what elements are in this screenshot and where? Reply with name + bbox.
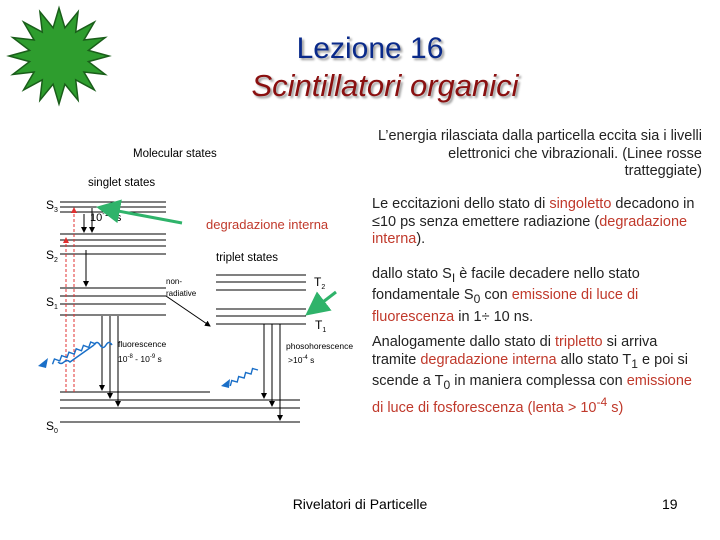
level-s1-label: $S_1$: [46, 295, 58, 311]
paragraph-triplet: Analogamente dallo stato di tripletto si arriva tramite degradazione interna allo stato $T_1$ e poi si scende a $T_0$ in maniera complessa con emissione di luce di fosforescenza (lenta > $10^{-4}$ s): [372, 334, 692, 417]
fluorescence-time: $10^{-8} - 10^{-9}$ s: [118, 354, 162, 364]
t1-levels: [216, 309, 306, 324]
non-radiative-label-1: non-: [166, 277, 183, 286]
degradation-arrow: [102, 208, 182, 223]
internal-degradation-label: degradazione interna: [206, 217, 329, 232]
t2-levels: [216, 275, 306, 290]
fluorescence-photon-wave: [51, 340, 96, 364]
internal-conversion-time: $10^{-11}$ s: [90, 211, 122, 224]
slide-title: Lezione 16: [296, 32, 444, 65]
phosphorescence-arrows: [264, 324, 280, 420]
phosphorescence-time: $>10^{-4}$ s: [288, 355, 315, 365]
intersystem-crossing-arrow: [166, 296, 210, 326]
level-t1-label: $T_1$: [315, 318, 327, 334]
triplet-degradation-arrow: [310, 292, 336, 312]
molecular-states-heading: Molecular states: [133, 148, 217, 160]
paragraph-energy: L’energia rilasciata dalla particella eccita sia i livelli elettronici che vibrazionali. (Linee rosse tratteggiate): [378, 128, 702, 179]
s1-levels: [60, 288, 166, 315]
level-s3-label: $S_3$: [46, 198, 58, 214]
fluorescence-photon-arrowhead: [38, 358, 48, 368]
excitation-dashed-lines: [66, 208, 74, 392]
phosphorescence-photon-wave: [228, 367, 258, 386]
footer-title: Rivelatori di Particelle: [292, 496, 428, 512]
paragraph-singlet: Le eccitazioni dello stato di singoletto decadono in ≤10 ps senza emettere radiazione (degradazione interna).: [372, 196, 695, 247]
slide-subtitle: Scintillatori organici: [251, 68, 519, 103]
paragraph-fluorescence: dallo stato $S_I$ è facile decadere nello stato fondamentale $S_0$ con emissione di luce di fluorescenza in 1÷ 10 ns.: [372, 266, 640, 325]
energy-level-diagram: [0, 130, 372, 440]
s2-levels: [60, 234, 166, 254]
fluorescence-label: fluorescence: [118, 339, 167, 349]
level-t2-label: $T_2$: [314, 275, 326, 291]
page-number: 19: [662, 496, 678, 512]
singlet-states-label: singlet states: [88, 177, 156, 189]
phosphorescence-label: phosohorescence: [286, 341, 354, 351]
level-s2-label: $S_2$: [46, 248, 58, 264]
triplet-states-label: triplet states: [216, 252, 278, 264]
phosphorescence-photon-arrowhead: [221, 379, 230, 388]
non-radiative-label-2: radiative: [166, 289, 197, 298]
level-s0-label: $S_0$: [46, 419, 58, 435]
